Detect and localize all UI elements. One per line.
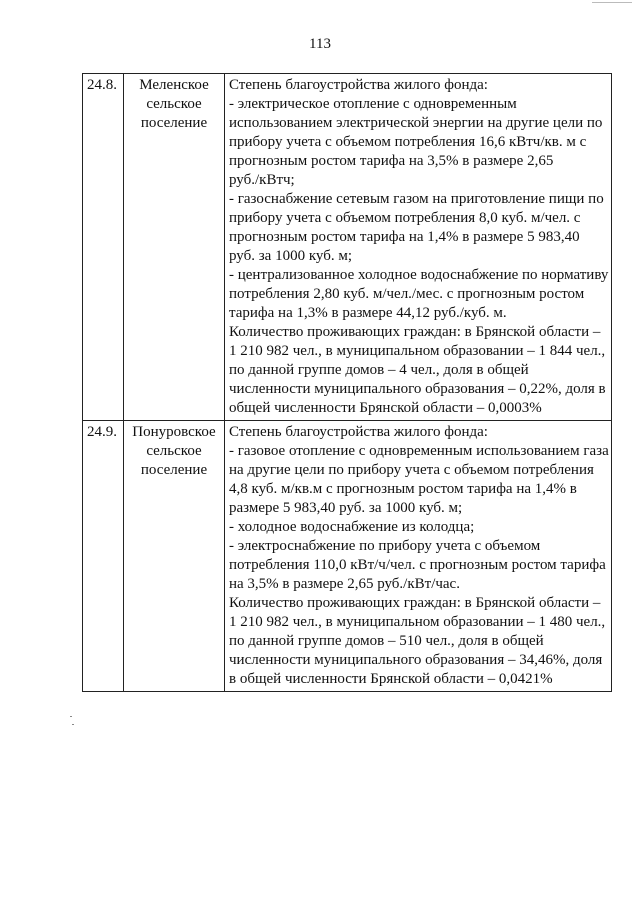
description-line: общей численности Брянской области – 0,0003% bbox=[229, 400, 542, 416]
settlement-name-line: поселение bbox=[140, 115, 208, 131]
table-row bbox=[83, 421, 612, 692]
description-line: численности муниципального образования – 34,46%, доля bbox=[229, 652, 603, 668]
description-line: Количество проживающих граждан: в Брянской области – bbox=[229, 324, 601, 340]
description-line: использованием электрической энергии на другие цели по bbox=[229, 115, 603, 131]
description-line: по данной группе домов – 4 чел., доля в общей bbox=[229, 362, 529, 378]
description-line: на другие цели по прибору учета с объемом потребления bbox=[229, 462, 594, 478]
description-line: потребления 110,0 кВт/ч/чел. с прогнозным ростом тарифа bbox=[229, 557, 606, 573]
settlement-name bbox=[124, 74, 225, 421]
description-line: численности муниципального образования – 0,22%, доля в bbox=[229, 381, 606, 397]
description-line: - электроснабжение по прибору учета с объемом bbox=[229, 538, 541, 554]
description-line: прибору учета с объемом потребления 16,6 кВтч/кв. м с bbox=[229, 134, 587, 150]
description-line: прогнозным ростом тарифа на 3,5% в размере 2,65 bbox=[229, 153, 554, 169]
description-line: руб. за 1000 куб. м; bbox=[229, 248, 352, 264]
description-line: по данной группе домов – 510 чел., доля в общей bbox=[229, 633, 544, 649]
page-number: 113 bbox=[309, 36, 331, 52]
settlement-name-line: сельское bbox=[146, 96, 202, 112]
settlement-name-line: сельское bbox=[146, 443, 202, 459]
description-line: - электрическое отопление с одновременным bbox=[229, 96, 517, 112]
settlement-name-line: Меленское bbox=[139, 77, 209, 93]
description-line: Степень благоустройства жилого фонда: bbox=[229, 424, 488, 440]
settlement-name-line: Понуровское bbox=[132, 424, 216, 440]
description-line: - газоснабжение сетевым газом на приготовление пищи по bbox=[229, 191, 604, 207]
table-row bbox=[83, 74, 612, 421]
description-line: в общей численности Брянской области – 0,0421% bbox=[229, 671, 553, 687]
description-line: 4,8 куб. м/кв.м с прогнозным ростом тарифа на 1,4% в bbox=[229, 481, 577, 497]
settlement-description bbox=[225, 421, 612, 692]
description-line: руб./кВтч; bbox=[229, 172, 295, 188]
description-line: - холодное водоснабжение из колодца; bbox=[229, 519, 475, 535]
description-line: прибору учета с объемом потребления 8,0 куб. м/чел. с bbox=[229, 210, 581, 226]
tariff-table bbox=[82, 73, 612, 692]
settlement-name bbox=[124, 421, 225, 692]
settlement-name-line: поселение bbox=[140, 462, 208, 478]
description-line: 1 210 982 чел., в муниципальном образовании – 1 844 чел., bbox=[229, 343, 606, 359]
description-line: - централизованное холодное водоснабжение по нормативу bbox=[229, 267, 609, 283]
description-line: прогнозным ростом тарифа на 1,4% в размере 5 983,40 bbox=[229, 229, 580, 245]
description-line: Степень благоустройства жилого фонда: bbox=[229, 77, 488, 93]
scan-artifact bbox=[592, 2, 632, 3]
scan-speck bbox=[70, 716, 72, 717]
description-line: на 3,5% в размере 2,65 руб./кВт/час. bbox=[229, 576, 460, 592]
description-line: тарифа на 1,3% в размере 44,12 руб./куб. м. bbox=[229, 305, 507, 321]
row-number: 24.8. bbox=[83, 74, 124, 421]
description-line: Количество проживающих граждан: в Брянской области – bbox=[229, 595, 601, 611]
description-line: потребления 2,80 куб. м/чел./мес. с прогнозным ростом bbox=[229, 286, 585, 302]
description-line: - газовое отопление с одновременным использованием газа bbox=[229, 443, 609, 459]
settlement-description bbox=[225, 74, 612, 421]
scan-speck bbox=[72, 724, 74, 725]
description-line: размере 5 983,40 руб. за 1000 куб. м; bbox=[229, 500, 463, 516]
row-number: 24.9. bbox=[83, 421, 124, 692]
description-line: 1 210 982 чел., в муниципальном образовании – 1 480 чел., bbox=[229, 614, 606, 630]
